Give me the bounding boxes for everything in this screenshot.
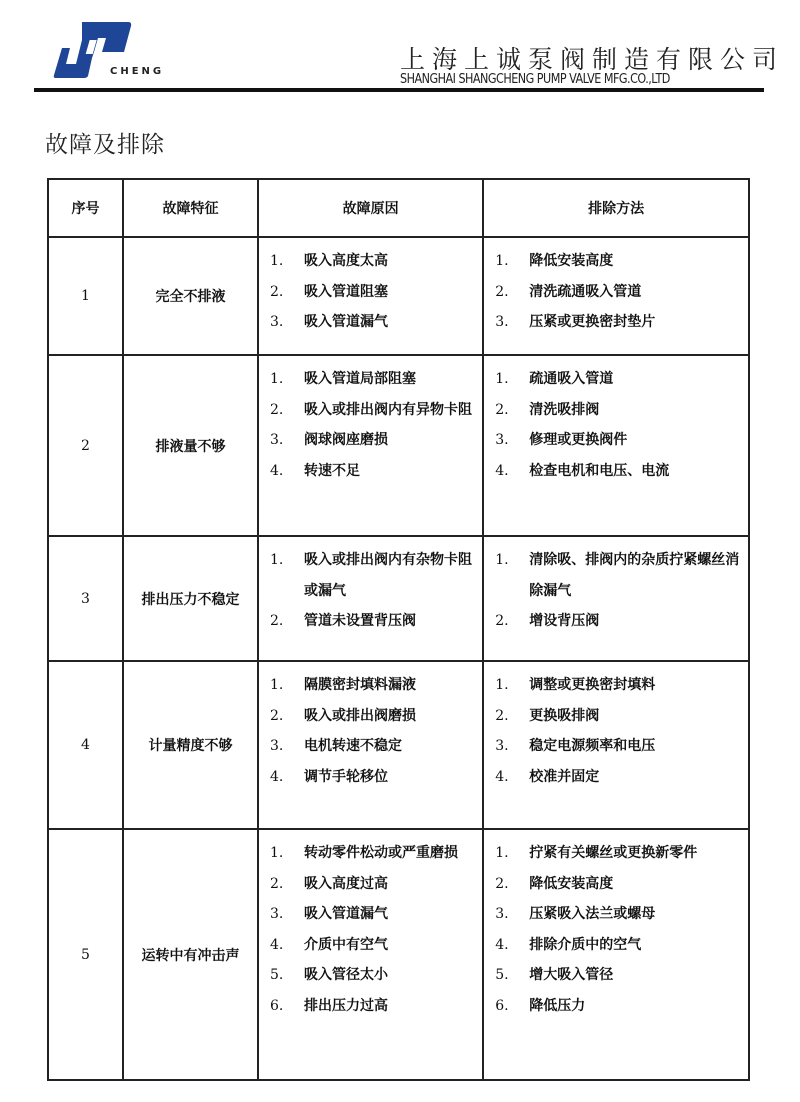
item-text: 清洗吸排阀 [529, 401, 600, 418]
logo-text: CHENG [110, 66, 165, 77]
item-text: 排出压力过高 [303, 997, 388, 1014]
cause-cell [258, 355, 483, 536]
list-item [495, 456, 747, 487]
item-number: 1. [269, 253, 284, 269]
item-number: 2. [269, 707, 284, 724]
item-text: 隔膜密封填料漏液 [303, 677, 416, 693]
item-number: 4. [495, 462, 509, 479]
header-cause: 故障原因 [258, 179, 483, 237]
item-text: 调节手轮移位 [303, 768, 388, 785]
troubleshooting-table [47, 178, 750, 1081]
item-number: 2. [269, 401, 284, 418]
list-item [495, 701, 747, 732]
list-item [270, 731, 481, 762]
symptom-cell: 完全不排液 [123, 237, 258, 355]
item-number: 4. [495, 936, 509, 953]
item-text: 检查电机和电压、电流 [529, 462, 670, 479]
company-name-cn: 上海上诚泵阀制造有限公司 [400, 45, 785, 74]
remedy-cell [483, 829, 749, 1080]
item-text: 修理或更换阀件 [529, 432, 628, 448]
item-number: 6. [269, 997, 284, 1014]
list-item [495, 930, 747, 961]
list-item [270, 425, 481, 456]
list-item [270, 930, 481, 961]
item-text: 转动零件松动或严重磨损 [303, 845, 458, 861]
item-number: 3. [495, 738, 509, 754]
item-text: 吸入管道阻塞 [303, 283, 388, 300]
item-text: 吸入管道漏气 [303, 314, 388, 330]
row-number: 2 [48, 355, 123, 536]
item-text: 吸入或排出阀磨损 [303, 707, 416, 724]
list-item [495, 246, 747, 277]
item-text: 增大吸入管径 [529, 967, 614, 983]
list-item [270, 960, 481, 991]
header-no: 序号 [48, 179, 123, 237]
item-text: 清洗疏通吸入管道 [529, 283, 642, 300]
item-number: 2. [495, 707, 509, 724]
list-item [495, 277, 747, 308]
cause-cell [258, 829, 483, 1080]
item-text: 增设背压阀 [529, 613, 600, 629]
item-number: 4. [495, 768, 509, 785]
table-row [48, 829, 749, 1080]
table-row [48, 355, 749, 536]
list-item [270, 838, 481, 869]
item-number: 2. [269, 613, 284, 629]
list-item [270, 456, 481, 487]
item-text: 介质中有空气 [303, 936, 388, 953]
cause-list [260, 239, 481, 338]
item-number: 5. [495, 967, 509, 983]
item-text: 电机转速不稳定 [303, 738, 402, 754]
item-text: 吸入管道漏气 [303, 906, 388, 922]
company-name-en: SHANGHAI SHANGCHENG PUMP VALVE MFG.CO.,LTD [400, 72, 670, 87]
cause-list [260, 538, 481, 637]
item-number: 2. [495, 613, 509, 629]
item-number: 4. [269, 462, 284, 479]
list-item [495, 307, 747, 338]
item-number: 2. [495, 401, 509, 418]
item-number: 1. [269, 845, 284, 861]
item-text: 降低压力 [529, 997, 586, 1014]
item-number: 1. [495, 677, 509, 693]
row-number: 5 [48, 829, 123, 1080]
item-number: 5. [269, 967, 284, 983]
item-text: 校准并固定 [529, 768, 600, 785]
list-item [495, 869, 747, 900]
item-number: 3. [269, 906, 284, 922]
symptom-cell: 计量精度不够 [123, 661, 258, 829]
remedy-list [485, 663, 747, 792]
list-item [495, 899, 747, 930]
remedy-list [485, 831, 747, 1021]
item-text: 调整或更换密封填料 [529, 677, 656, 693]
list-item [270, 606, 481, 637]
list-item [270, 670, 481, 701]
item-text: 吸入高度过高 [303, 875, 388, 892]
remedy-cell [483, 355, 749, 536]
remedy-cell [483, 661, 749, 829]
item-number: 1. [495, 552, 509, 568]
item-number: 1. [495, 253, 509, 269]
list-item [270, 701, 481, 732]
item-number: 2. [495, 283, 509, 300]
table-row [48, 536, 749, 661]
item-text: 稳定电源频率和电压 [529, 738, 656, 754]
list-item [495, 606, 747, 637]
list-item [270, 307, 481, 338]
item-number: 4. [269, 936, 284, 953]
item-text: 拧紧有关螺丝或更换新零件 [529, 845, 698, 861]
item-number: 4. [269, 768, 284, 785]
item-text: 更换吸排阀 [529, 707, 600, 724]
item-number: 1. [269, 677, 284, 693]
item-text: 管道未设置背压阀 [303, 613, 416, 629]
item-number: 2. [495, 875, 509, 892]
item-number: 1. [269, 371, 284, 387]
item-number: 3. [269, 432, 284, 448]
item-number: 1. [495, 371, 509, 387]
remedy-cell [483, 536, 749, 661]
list-item [270, 899, 481, 930]
list-item [495, 960, 747, 991]
symptom-cell: 排出压力不稳定 [123, 536, 258, 661]
list-item [270, 277, 481, 308]
list-item [270, 545, 481, 606]
row-number: 4 [48, 661, 123, 829]
list-item [495, 670, 747, 701]
item-text: 吸入或排出阀内有杂物卡阻或漏气 [303, 552, 472, 599]
item-number: 2. [269, 283, 284, 300]
symptom-cell: 排液量不够 [123, 355, 258, 536]
item-text: 压紧吸入法兰或螺母 [529, 906, 656, 922]
list-item [495, 731, 747, 762]
item-text: 阀球阀座磨损 [303, 432, 388, 448]
item-number: 3. [495, 314, 509, 330]
header-symptom: 故障特征 [123, 179, 258, 237]
cause-cell [258, 536, 483, 661]
list-item [495, 425, 747, 456]
list-item [495, 364, 747, 395]
list-item [270, 246, 481, 277]
item-text: 清除吸、排阀内的杂质拧紧螺丝消除漏气 [529, 552, 740, 599]
cause-cell [258, 661, 483, 829]
item-number: 6. [495, 997, 509, 1014]
list-item [495, 395, 747, 426]
item-text: 吸入高度太高 [303, 253, 388, 269]
item-number: 1. [269, 552, 284, 568]
list-item [495, 762, 747, 793]
item-number: 1. [495, 845, 509, 861]
list-item [495, 545, 747, 606]
row-number: 3 [48, 536, 123, 661]
item-text: 转速不足 [303, 462, 360, 479]
item-text: 降低安装高度 [529, 875, 614, 892]
item-text: 吸入或排出阀内有异物卡阻 [303, 401, 472, 418]
remedy-list [485, 239, 747, 338]
item-text: 压紧或更换密封垫片 [529, 314, 656, 330]
item-number: 3. [269, 314, 284, 330]
item-text: 吸入管径太小 [303, 967, 388, 983]
item-number: 2. [269, 875, 284, 892]
symptom-cell: 运转中有冲击声 [123, 829, 258, 1080]
cause-list [260, 357, 481, 486]
list-item [270, 869, 481, 900]
item-text: 吸入管道局部阻塞 [303, 371, 416, 387]
list-item [270, 364, 481, 395]
list-item [495, 838, 747, 869]
header-divider [34, 88, 764, 92]
item-text: 降低安装高度 [529, 253, 614, 269]
item-text: 排除介质中的空气 [529, 936, 642, 953]
item-text: 疏通吸入管道 [529, 371, 614, 387]
page-title: 故障及排除 [45, 132, 165, 158]
item-number: 3. [269, 738, 284, 754]
list-item [495, 991, 747, 1022]
list-item [270, 762, 481, 793]
cause-cell [258, 237, 483, 355]
list-item [270, 395, 481, 426]
remedy-list [485, 538, 747, 637]
list-item [270, 991, 481, 1022]
item-number: 3. [495, 906, 509, 922]
table-header-row [48, 179, 749, 237]
table-row [48, 661, 749, 829]
table-row [48, 237, 749, 355]
remedy-cell [483, 237, 749, 355]
cause-list [260, 831, 481, 1021]
header-remedy: 排除方法 [483, 179, 749, 237]
cause-list [260, 663, 481, 792]
item-number: 3. [495, 432, 509, 448]
remedy-list [485, 357, 747, 486]
row-number: 1 [48, 237, 123, 355]
